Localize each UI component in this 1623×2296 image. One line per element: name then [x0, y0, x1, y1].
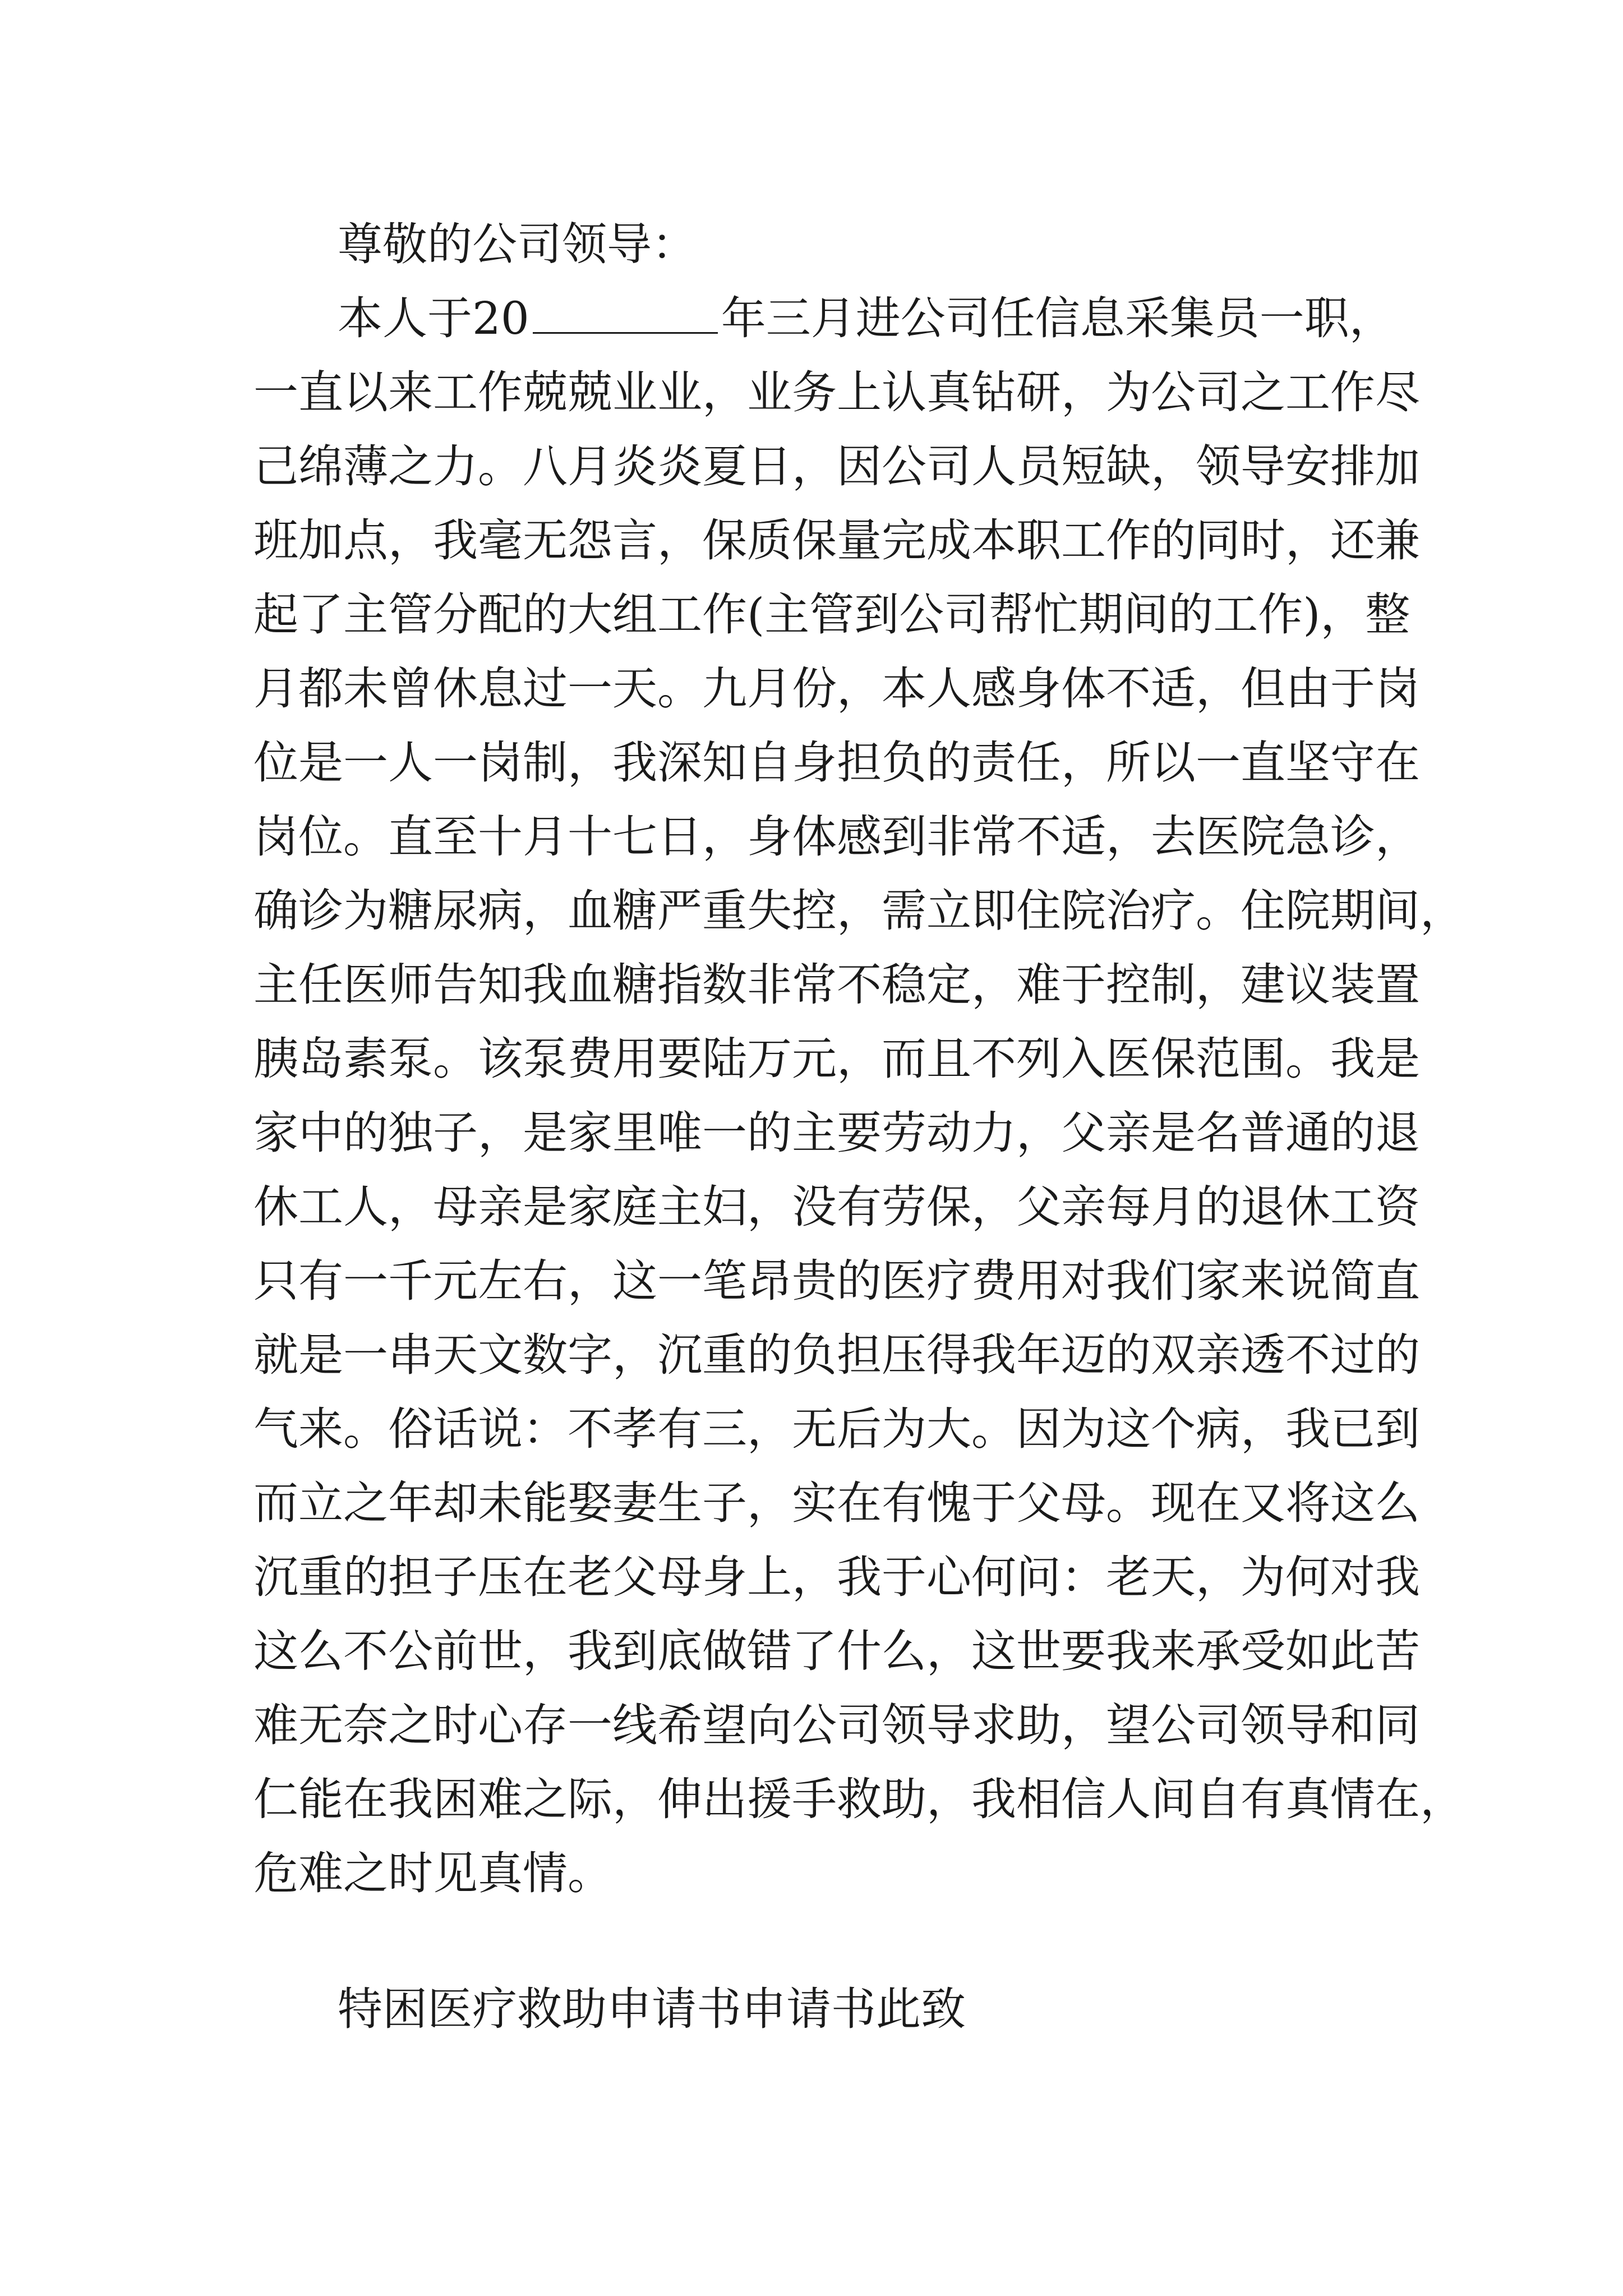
- paragraph-line: 确诊为糖尿病，血糖严重失控，需立即住院治疗。住院期间，: [253, 885, 1465, 937]
- paragraph-line: 休工人，母亲是家庭主妇，没有劳保，父亲每月的退休工资: [253, 1181, 1420, 1233]
- paragraph-line: 月都未曾休息过一天。九月份，本人感身体不适，但由于岗: [253, 662, 1420, 715]
- paragraph-line: 就是一串天文数字，沉重的负担压得我年迈的双亲透不过的: [253, 1329, 1420, 1381]
- paragraph-line: 这么不公前世，我到底做错了什么，这世要我来承受如此苦: [253, 1625, 1420, 1677]
- first-line-end: 年三月进公司任信息采集员一职，: [721, 292, 1394, 344]
- salutation: 尊敬的公司领导：: [338, 218, 697, 270]
- paragraph-line: 难无奈之时心存一线希望向公司领导求助，望公司领导和同: [253, 1699, 1420, 1751]
- paragraph-body: [253, 356, 1465, 1911]
- paragraph-line: 仁能在我困难之际，伸出援手救助，我相信人间自有真情在，: [253, 1773, 1465, 1825]
- paragraph-line: 班加点，我毫无怨言，保质保量完成本职工作的同时，还兼: [253, 514, 1420, 567]
- paragraph-line: 起了主管分配的大组工作(主管到公司帮忙期间的工作)，整: [253, 588, 1410, 641]
- paragraph-line: 沉重的担子压在老父母身上，我于心何问：老天，为何对我: [253, 1551, 1420, 1603]
- paragraph-line: 胰岛素泵。该泵费用要陆万元，而且不列入医保范围。我是: [253, 1033, 1420, 1085]
- paragraph-line: 己绵薄之力。八月炎炎夏日，因公司人员短缺，领导安排加: [253, 440, 1420, 493]
- paragraph-line: 家中的独子，是家里唯一的主要劳动力，父亲是名普通的退: [253, 1107, 1420, 1159]
- paragraph-line: 危难之时见真情。: [253, 1847, 612, 1899]
- letter-body: [253, 208, 1465, 2046]
- paragraph-line: 主任医师告知我血糖指数非常不稳定，难于控制，建议装置: [253, 959, 1420, 1011]
- paragraph-line: 气来。俗话说：不孝有三，无后为大。因为这个病，我已到: [253, 1403, 1420, 1455]
- fill-in-blank: [533, 295, 718, 334]
- paragraph-line: 而立之年却未能娶妻生子，实在有愧于父母。现在又将这么: [253, 1477, 1420, 1529]
- paragraph-line: 位是一人一岗制，我深知自身担负的责任，所以一直坚守在: [253, 737, 1420, 789]
- paragraph-line: 只有一千元左右，这一笔昂贵的医疗费用对我们家来说简直: [253, 1255, 1420, 1307]
- closing-line: 特困医疗救助申请书申请书此致: [338, 1983, 966, 2035]
- first-paragraph-line: [253, 282, 1398, 356]
- paragraph-line: 一直以来工作兢兢业业，业务上认真钻研，为公司之工作尽: [253, 366, 1420, 418]
- paragraph-gap: [253, 1911, 1398, 1972]
- first-line-start: 本人于20: [338, 292, 529, 344]
- paragraph-line: 岗位。直至十月十七日，身体感到非常不适，去医院急诊，: [253, 811, 1420, 863]
